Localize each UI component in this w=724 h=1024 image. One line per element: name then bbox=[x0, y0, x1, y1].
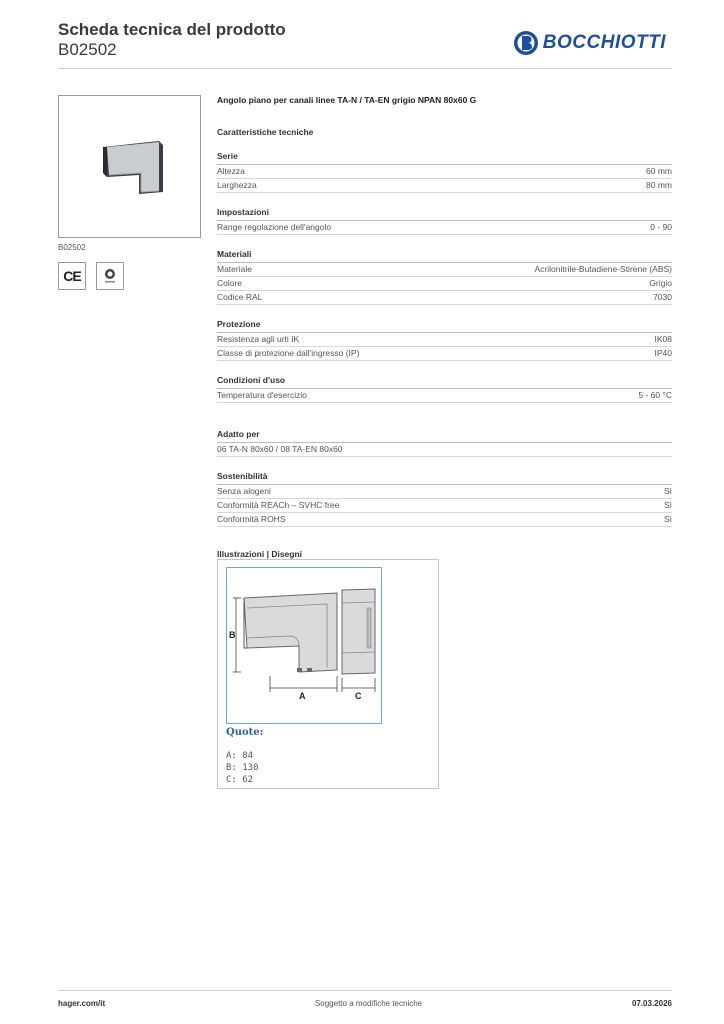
image-caption: B02502 bbox=[58, 243, 86, 252]
spec-row bbox=[217, 263, 672, 277]
section-title: Condizioni d'uso bbox=[217, 374, 672, 389]
certification-icon bbox=[96, 262, 124, 290]
brand-logo bbox=[513, 28, 666, 58]
spec-value: 0 - 90 bbox=[650, 222, 672, 232]
dimension-label-b: B bbox=[229, 630, 236, 640]
page-footer bbox=[58, 990, 672, 1008]
spec-row bbox=[217, 291, 672, 305]
quotes-title: Quote: bbox=[226, 727, 264, 738]
spec-value: IP40 bbox=[654, 348, 672, 358]
spec-row bbox=[217, 347, 672, 361]
spec-value: IK08 bbox=[654, 334, 672, 344]
ce-mark-label: CE bbox=[63, 268, 81, 284]
footer-date: 07.03.2026 bbox=[631, 999, 672, 1008]
characteristics-title: Caratteristiche tecniche bbox=[217, 127, 314, 137]
ce-mark bbox=[58, 262, 86, 290]
section bbox=[217, 206, 672, 235]
spec-label: Conformità ROHS bbox=[217, 514, 286, 524]
section bbox=[217, 470, 672, 527]
quote-item: B: 130 bbox=[226, 763, 259, 773]
section bbox=[217, 318, 672, 361]
spec-label: 06 TA-N 80x60 / 08 TA-EN 80x60 bbox=[217, 444, 343, 454]
spec-value: 60 mm bbox=[646, 166, 672, 176]
spec-row bbox=[217, 277, 672, 291]
product-code: B02502 bbox=[58, 40, 117, 59]
spec-row bbox=[217, 485, 672, 499]
section-title: Adatto per bbox=[217, 428, 672, 443]
section bbox=[217, 248, 672, 305]
spec-value: Sì bbox=[663, 514, 672, 524]
section bbox=[217, 150, 672, 193]
section bbox=[217, 374, 672, 403]
technical-sections bbox=[217, 150, 672, 403]
dimension-drawing bbox=[226, 567, 382, 724]
section-title: Materiali bbox=[217, 248, 672, 263]
additional-sections bbox=[217, 428, 672, 527]
spec-label: Larghezza bbox=[217, 180, 257, 190]
footer-website: hager.com/it bbox=[58, 999, 106, 1008]
spec-row bbox=[217, 333, 672, 347]
spec-row bbox=[217, 499, 672, 513]
spec-label: Resistenza agli urti IK bbox=[217, 334, 300, 344]
section-title: Serie bbox=[217, 150, 672, 165]
spec-value: Sì bbox=[663, 500, 672, 510]
drawing-icon bbox=[227, 568, 381, 723]
spec-label: Range regolazione dell'angolo bbox=[217, 222, 332, 232]
brand-name: BOCCHIOTTI bbox=[542, 32, 666, 53]
spec-label: Altezza bbox=[217, 166, 245, 176]
section bbox=[217, 428, 672, 457]
section-title: Impostazioni bbox=[217, 206, 672, 221]
spec-row bbox=[217, 513, 672, 527]
spec-value: 7030 bbox=[653, 292, 672, 302]
page-title: Scheda tecnica del prodotto bbox=[58, 20, 286, 39]
spec-row bbox=[217, 179, 672, 193]
quote-item: A: 84 bbox=[226, 751, 254, 761]
illustrations-title: Illustrazioni | Disegni bbox=[217, 549, 303, 559]
spec-value: Sì bbox=[663, 486, 672, 496]
spec-label: Materiale bbox=[217, 264, 252, 274]
spec-label: Codice RAL bbox=[217, 292, 263, 302]
spec-row bbox=[217, 221, 672, 235]
spec-value: Acrilonitrile-Butadiene-Stirene (ABS) bbox=[534, 264, 672, 274]
footer-disclaimer: Soggetto a modifiche tecniche bbox=[314, 999, 423, 1008]
product-photo-icon bbox=[59, 96, 200, 237]
spec-label: Classe di protezione dall'ingresso (IP) bbox=[217, 348, 360, 358]
product-title: Angolo piano per canali linee TA-N / TA-EN grigio NPAN 80x60 G bbox=[217, 95, 477, 105]
spec-value: 80 mm bbox=[646, 180, 672, 190]
spec-value: 5 - 60 °C bbox=[638, 390, 672, 400]
technical-data bbox=[217, 95, 672, 559]
spec-row bbox=[217, 389, 672, 403]
section-title: Protezione bbox=[217, 318, 672, 333]
bocchiotti-logo-icon bbox=[513, 30, 539, 56]
product-image bbox=[58, 95, 201, 238]
section-title: Sostenibilità bbox=[217, 470, 672, 485]
quality-mark-icon bbox=[100, 266, 120, 286]
spec-label: Conformità REACh – SVHC free bbox=[217, 500, 340, 510]
quotes-list bbox=[226, 750, 259, 786]
spec-label: Senza alogeni bbox=[217, 486, 271, 496]
dimension-label-c: C bbox=[355, 691, 362, 701]
quote-item: C: 62 bbox=[226, 775, 254, 785]
spec-label: Colore bbox=[217, 278, 243, 288]
page-header bbox=[58, 20, 672, 69]
spec-row bbox=[217, 165, 672, 179]
spec-row bbox=[217, 443, 672, 457]
illustration-box bbox=[217, 559, 439, 789]
dimension-label-a: A bbox=[299, 691, 306, 701]
spec-value: Grigio bbox=[649, 278, 672, 288]
spec-label: Temperatura d'esercizio bbox=[217, 390, 307, 400]
